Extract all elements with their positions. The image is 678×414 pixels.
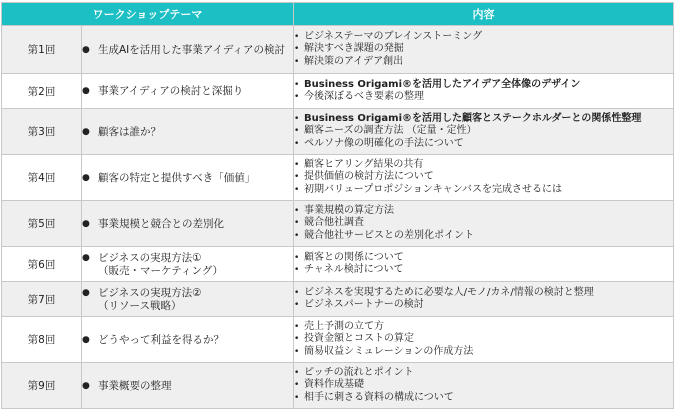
- session-content-cell: [294, 363, 674, 409]
- session-theme: 顧客は誰か？: [98, 125, 161, 138]
- table-row: [2, 26, 674, 74]
- content-item-text: 今後深ぼるべき要素の整理: [304, 91, 424, 102]
- table-row: [2, 109, 674, 155]
- list-item: [294, 367, 673, 379]
- session-number: 第1回: [2, 26, 82, 74]
- schedule-body: [2, 26, 674, 409]
- bullet-icon: •: [294, 44, 300, 55]
- bullet-icon: ●: [82, 334, 90, 345]
- content-list: [294, 205, 673, 242]
- content-list: [294, 159, 673, 196]
- bullet-icon: •: [294, 392, 300, 403]
- content-item-text: チャネル検討について: [304, 264, 404, 275]
- theme-line: [82, 286, 293, 300]
- session-content-cell: [294, 247, 674, 282]
- content-item-text: 競合他社調査: [304, 217, 364, 229]
- list-item: [294, 43, 673, 55]
- content-list: [294, 252, 673, 277]
- session-number: 第3回: [2, 109, 82, 155]
- content-item-text: ペルソナ像の明確化の手法について: [304, 137, 464, 149]
- bullet-icon: ●: [82, 172, 90, 183]
- list-item: [294, 171, 673, 183]
- session-content-cell: [294, 109, 674, 155]
- list-item: [294, 125, 673, 137]
- content-item-text: ビジネステーマのブレインストーミング: [304, 30, 483, 42]
- bullet-icon: •: [294, 300, 300, 310]
- session-theme-sub: （販売・マーケティング）: [98, 264, 224, 277]
- list-item: [294, 287, 673, 299]
- session-number: 第2回: [2, 74, 82, 109]
- table-header-row: [2, 3, 674, 26]
- bullet-icon: •: [294, 172, 300, 183]
- content-item-text: 提供価値の検討方法について: [304, 171, 434, 183]
- content-list: [294, 287, 673, 312]
- bullet-icon: •: [294, 334, 300, 345]
- theme-line: [82, 251, 293, 265]
- theme-line: [82, 125, 293, 139]
- session-theme-cell: [82, 247, 294, 282]
- theme-line: [82, 171, 293, 185]
- bullet-icon: ●: [82, 287, 90, 298]
- session-content-cell: [294, 317, 674, 363]
- session-theme-cell: [82, 317, 294, 363]
- session-theme: 顧客の特定と提供すべき「価値」: [98, 171, 256, 184]
- content-list: [294, 367, 673, 404]
- session-theme-cell: [82, 155, 294, 201]
- session-theme: 事業規模と競合との差別化: [98, 217, 224, 230]
- bullet-icon: ●: [82, 126, 90, 137]
- list-item: [294, 230, 673, 242]
- bullet-icon: •: [294, 367, 300, 378]
- list-item: [294, 346, 673, 358]
- bullet-icon: •: [294, 380, 300, 391]
- list-item: [294, 333, 673, 345]
- bullet-icon: •: [294, 205, 300, 216]
- content-item-text: 顧客ヒアリング結果の共有: [304, 158, 424, 170]
- content-item-text: 初期バリュープロポジションキャンバスを完成させるには: [304, 183, 563, 195]
- bullet-icon: •: [294, 113, 300, 124]
- session-theme-cell: [82, 282, 294, 317]
- theme-line: [82, 84, 293, 98]
- content-item-text: 簡易収益シミュレーションの作成方法: [304, 345, 474, 357]
- bullet-icon: •: [294, 92, 300, 102]
- session-number: 第4回: [2, 155, 82, 201]
- session-content-cell: [294, 26, 674, 74]
- content-item-text: 売上予測の立て方: [304, 320, 384, 332]
- content-list: [294, 79, 673, 104]
- content-item-text: 解決策のアイデア創出: [304, 55, 404, 67]
- session-number: 第6回: [2, 247, 82, 282]
- session-theme-cell: [82, 201, 294, 247]
- session-theme-cell: [82, 74, 294, 109]
- table-row: [2, 282, 674, 317]
- session-theme: ビジネスの実現方法①: [98, 251, 202, 264]
- content-item-text: Business Origami®を活用した顧客とステークホルダーとの関係性整理: [304, 112, 642, 124]
- bullet-icon: •: [294, 79, 300, 90]
- bullet-icon: •: [294, 184, 300, 195]
- bullet-icon: •: [294, 138, 300, 149]
- theme-line: [82, 379, 293, 393]
- session-theme: 生成AIを活用した事業アイディアの検討: [98, 43, 285, 56]
- theme-line: [82, 333, 293, 347]
- bullet-icon: ●: [82, 86, 90, 96]
- bullet-icon: •: [294, 346, 300, 357]
- session-theme: 事業概要の整理: [98, 379, 172, 392]
- content-item-text: 競合他社サービスとの差別化ポイント: [304, 229, 474, 241]
- bullet-icon: ●: [82, 380, 90, 391]
- content-item-text: 相手に刺さる資料の構成について: [304, 391, 454, 403]
- content-list: [294, 321, 673, 358]
- list-item: [294, 392, 673, 404]
- list-item: [294, 56, 673, 68]
- session-theme-sub: （リソース戦略）: [98, 299, 182, 312]
- table-row: [2, 74, 674, 109]
- content-item-text: 事業規模の算定方法: [304, 204, 394, 216]
- content-item-text: 資料作成基礎: [304, 379, 364, 391]
- header-content: 内容: [294, 3, 674, 26]
- session-theme: ビジネスの実現方法②: [98, 286, 202, 299]
- content-item-text: 解決すべき課題の発掘: [304, 43, 404, 55]
- list-item: [294, 138, 673, 150]
- list-item: [294, 299, 673, 311]
- bullet-icon: ●: [82, 44, 90, 55]
- table-row: [2, 317, 674, 363]
- list-item: [294, 184, 673, 196]
- table-row: [2, 155, 674, 201]
- session-number: 第5回: [2, 201, 82, 247]
- bullet-icon: •: [294, 159, 300, 170]
- content-item-text: 顧客ニーズの調査方法 （定量・定性）: [304, 125, 477, 137]
- session-theme-cell: [82, 363, 294, 409]
- list-item: [294, 31, 673, 43]
- schedule-table: [1, 2, 674, 409]
- header-workshop-theme: ワークショップテーマ: [2, 3, 294, 26]
- session-theme-cell: [82, 26, 294, 74]
- session-content-cell: [294, 155, 674, 201]
- session-number: 第9回: [2, 363, 82, 409]
- list-item: [294, 252, 673, 264]
- list-item: [294, 321, 673, 333]
- bullet-icon: •: [294, 31, 300, 42]
- list-item: [294, 79, 673, 91]
- content-item-text: ビジネスを実現するために必要な人/モノ/カネ/情報の検討と整理: [304, 286, 594, 298]
- theme-line: [82, 217, 293, 231]
- bullet-icon: •: [294, 218, 300, 229]
- content-item-text: Business Origami®を活用したアイデア全体像のデザイン: [304, 78, 581, 90]
- table-row: [2, 363, 674, 409]
- session-number: 第8回: [2, 317, 82, 363]
- session-content-cell: [294, 282, 674, 317]
- bullet-icon: ●: [82, 218, 90, 229]
- content-item-text: ピッチの流れとポイント: [304, 366, 414, 378]
- table-row: [2, 201, 674, 247]
- bullet-icon: •: [294, 56, 300, 67]
- session-content-cell: [294, 201, 674, 247]
- session-theme: どうやって利益を得るか？: [98, 333, 224, 346]
- content-item-text: ビジネスパートナーの検討: [304, 299, 424, 310]
- list-item: [294, 264, 673, 276]
- list-item: [294, 113, 673, 125]
- session-theme-cell: [82, 109, 294, 155]
- list-item: [294, 379, 673, 391]
- theme-line: [82, 43, 293, 57]
- content-item-text: 顧客との関係について: [304, 251, 404, 263]
- list-item: [294, 159, 673, 171]
- bullet-icon: •: [294, 321, 300, 332]
- bullet-icon: •: [294, 287, 300, 298]
- bullet-icon: •: [294, 230, 300, 241]
- list-item: [294, 217, 673, 229]
- session-theme: 事業アイディアの検討と深掘り: [98, 85, 244, 97]
- content-list: [294, 31, 673, 68]
- bullet-icon: •: [294, 126, 300, 137]
- bullet-icon: •: [294, 252, 300, 263]
- list-item: [294, 205, 673, 217]
- table-row: [2, 247, 674, 282]
- content-item-text: 投資金額とコストの算定: [304, 333, 414, 345]
- bullet-icon: •: [294, 265, 300, 275]
- session-number: 第7回: [2, 282, 82, 317]
- list-item: [294, 91, 673, 103]
- content-list: [294, 113, 673, 150]
- session-content-cell: [294, 74, 674, 109]
- bullet-icon: ●: [82, 252, 90, 263]
